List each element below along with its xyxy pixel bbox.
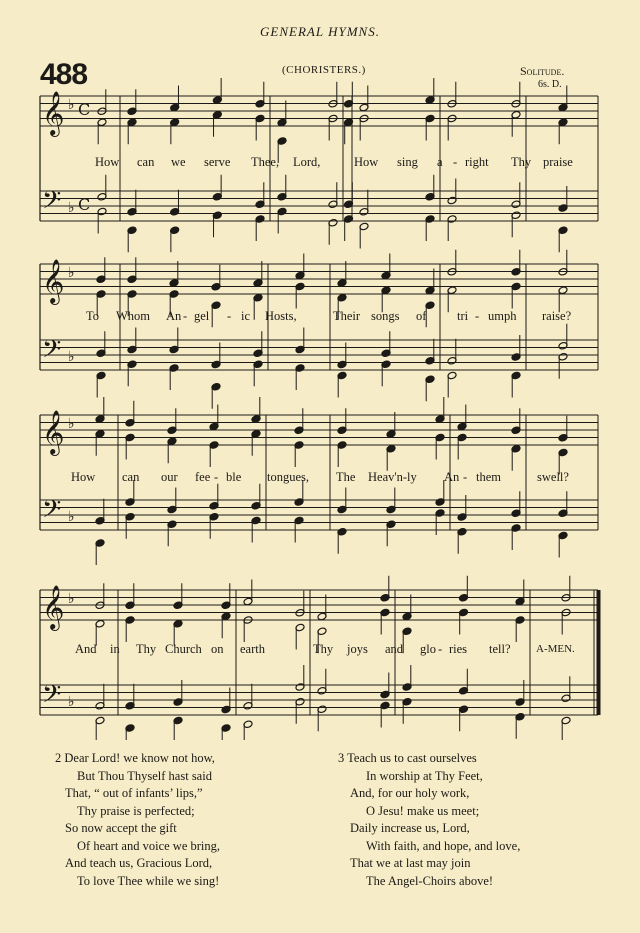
verse-line: In worship at Thy Feet,: [366, 768, 483, 783]
verse-line: Daily increase us, Lord,: [350, 821, 470, 835]
key-signature-flat: ♭: [68, 509, 75, 525]
lyric-syllable: raise?: [542, 309, 572, 323]
lyric-syllable: Lord,: [293, 155, 321, 169]
lyric-syllable: Hosts,: [265, 309, 297, 323]
key-signature-flat: ♭: [68, 97, 75, 113]
verse-line: And, for our holy work,: [350, 786, 470, 800]
lyric-syllable: serve: [204, 155, 231, 169]
lyric-syllable: our: [161, 470, 178, 484]
lyric-syllable: Heav'n-ly: [368, 470, 417, 484]
treble-clef: 𝄞: [42, 585, 65, 629]
amen-label: A-MEN.: [536, 643, 575, 655]
lyric-syllable: ries: [449, 642, 468, 656]
lyric-syllable: tri: [457, 309, 469, 323]
lyric-syllable: -: [183, 309, 188, 323]
lyric-syllable: gel: [194, 309, 210, 323]
lyric-syllable: How: [95, 155, 120, 169]
time-signature: C: [78, 195, 91, 214]
verse-line: The Angel-Choirs above!: [366, 873, 494, 888]
lyric-syllable: songs: [371, 309, 400, 323]
lyric-syllable: -: [453, 155, 458, 169]
verse-line: To love Thee while we sing!: [77, 873, 220, 888]
key-signature-flat: ♭: [68, 200, 75, 216]
lyric-syllable: -: [214, 470, 219, 484]
lyric-syllable: ble: [226, 470, 242, 484]
lyric-syllable: tell?: [489, 642, 511, 656]
verse-line: O Jesu! make us meet;: [366, 803, 480, 818]
verse-line: 3 Teach us to cast ourselves: [338, 751, 477, 765]
verse-line: But Thou Thyself hast said: [77, 768, 212, 783]
lyric-syllable: ic: [241, 309, 251, 323]
bass-clef: 𝄢: [42, 186, 62, 221]
lyric-syllable: How: [354, 155, 379, 169]
treble-clef: 𝄞: [42, 410, 65, 454]
lyric-syllable: umph: [488, 309, 517, 323]
verse-line: So now accept the gift: [65, 821, 177, 835]
lyric-syllable: we: [171, 155, 186, 169]
treble-clef: 𝄞: [42, 91, 65, 135]
lyric-syllable: Whom: [116, 309, 151, 323]
bass-clef: 𝄢: [42, 335, 62, 370]
verse-line: That, “ out of infants’ lips,”: [65, 786, 203, 800]
lyric-syllable: a: [437, 155, 443, 169]
lyric-syllable: of: [416, 309, 427, 323]
hymn-number: 488: [40, 58, 88, 91]
key-signature-flat: ♭: [68, 591, 75, 607]
lyric-syllable: Thy: [511, 155, 532, 169]
lyric-syllable: on: [211, 642, 224, 656]
lyric-syllable: them: [476, 470, 501, 484]
lyric-syllable: sing: [397, 155, 418, 169]
verse-2: [55, 750, 220, 890]
verse-line: Of heart and voice we bring,: [77, 838, 220, 853]
verse-line: 2 Dear Lord! we know not how,: [55, 751, 215, 765]
lyric-syllable: earth: [240, 642, 265, 656]
lyric-syllable: -: [438, 642, 443, 656]
verse-line: That we at last may join: [350, 856, 471, 870]
page-header: GENERAL HYMNS.: [260, 24, 380, 39]
lyric-syllable: Church: [165, 642, 202, 656]
key-signature-flat: ♭: [68, 416, 75, 432]
key-signature-flat: ♭: [68, 265, 75, 281]
lyric-syllable: in: [110, 642, 120, 656]
lyric-syllable: fee: [195, 470, 211, 484]
tune-name: Solitude.: [520, 64, 565, 78]
key-signature-flat: ♭: [68, 349, 75, 365]
lyric-syllable: Thy: [136, 642, 157, 656]
lyric-syllable: Thy: [313, 642, 334, 656]
lyric-syllable: The: [336, 470, 356, 484]
lyric-syllable: joys: [347, 642, 368, 656]
verse-3: [338, 750, 520, 890]
treble-clef: 𝄞: [42, 259, 65, 303]
lyric-syllable: An: [444, 470, 460, 484]
lyric-syllable: -: [463, 470, 468, 484]
lyric-syllable: right: [465, 155, 489, 169]
hymn-note: (CHORISTERS.): [282, 64, 366, 76]
lyric-syllable: can: [122, 470, 140, 484]
bass-clef: 𝄢: [42, 495, 62, 530]
lyric-syllable: And: [75, 642, 97, 656]
lyric-syllable: An: [166, 309, 182, 323]
lyric-syllable: tongues,: [267, 470, 310, 484]
lyric-syllable: To: [86, 309, 100, 323]
lyric-syllable: and: [385, 642, 404, 656]
lyric-syllable: How: [71, 470, 96, 484]
lyric-syllable: -: [475, 309, 480, 323]
lyric-syllable: Their: [333, 309, 361, 323]
verse-line: And teach us, Gracious Lord,: [65, 856, 213, 870]
meter: 6s. D.: [538, 79, 562, 90]
lyric-syllable: Thee,: [251, 155, 280, 169]
verse-line: With faith, and hope, and love,: [366, 838, 521, 853]
lyric-syllable: praise: [543, 155, 573, 169]
verse-line: Thy praise is perfected;: [77, 803, 195, 818]
key-signature-flat: ♭: [68, 694, 75, 710]
lyric-syllable: glo: [420, 642, 436, 656]
lyric-syllable: swell?: [537, 470, 569, 484]
lyric-syllable: can: [137, 155, 155, 169]
lyric-syllable: -: [227, 309, 232, 323]
bass-clef: 𝄢: [42, 680, 62, 715]
time-signature: C: [78, 100, 91, 119]
